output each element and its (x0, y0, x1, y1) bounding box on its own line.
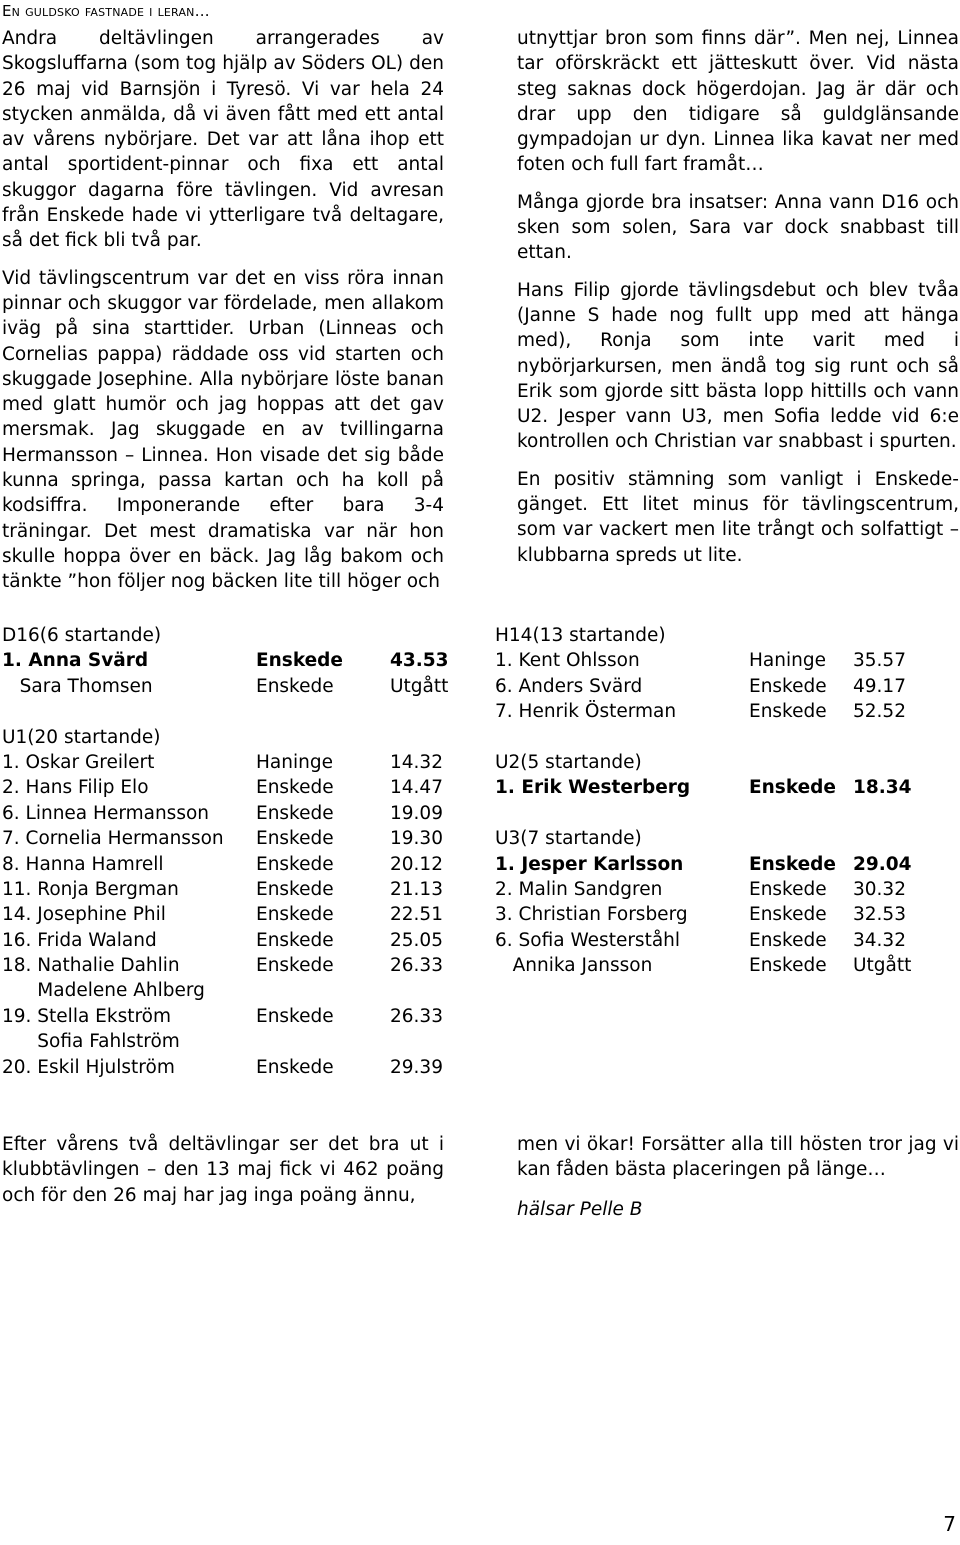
runner-club: Haninge (256, 751, 333, 773)
runner-name: 20. Eskil Hjulström (2, 1056, 175, 1078)
results-row (2, 674, 462, 699)
article-left-column (2, 26, 444, 595)
article-paragraph: utnyttjar bron som finns där”. Men nej, Linnea tar oförskräckt ett jätteskutt över. Vid nästa steg saknas dock högerdojan. Jag är där och drar upp den tidigare så guldglänsande gympadojan ur dyn. Linnea lika kavat ner med foten och full fart framåt… (517, 28, 959, 176)
runner-club: Enskede (256, 675, 334, 697)
runner-time: 14.32 (390, 751, 443, 773)
runner-club: Enskede (749, 929, 827, 951)
runner-club: Enskede (256, 650, 343, 672)
runner-time: Utgått (390, 675, 449, 697)
closing-paragraph: men vi ökar! Forsätter alla till hösten tror jag vi kan fåden bästa placeringen på länge… (517, 1134, 959, 1181)
runner-club: Enskede (256, 1056, 334, 1078)
results-row (495, 775, 935, 800)
runner-name: 14. Josephine Phil (2, 904, 166, 926)
runner-name: 18. Nathalie Dahlin (2, 955, 180, 977)
results-row (2, 877, 462, 902)
article-paragraph: Många gjorde bra insatser: Anna vann D16 och sken som solen, Sara var dock snabbast till ettan. (517, 191, 959, 264)
closing-paragraph: Efter vårens två deltävlingar ser det bra ut i klubbtävlingen – den 13 maj fick vi 462 poäng och för den 26 maj har jag inga poäng ännu, (2, 1134, 444, 1206)
runner-time: 18.34 (853, 777, 912, 799)
runner-time: 21.13 (390, 878, 443, 900)
runner-time: 32.53 (853, 904, 906, 926)
runner-name: 16. Frida Waland (2, 929, 157, 951)
results-class-title: H14(13 startande) (495, 625, 666, 646)
article-paragraph: En positiv stämning som vanligt i Enskede-gänget. Ett litet minus för tävlingscentrum, som var vackert men lite trångt och solfattigt – klubbarna spreds ut lite. (517, 468, 959, 566)
runner-time: 43.53 (390, 650, 449, 672)
runner-time: 25.05 (390, 929, 443, 951)
results-row (2, 750, 462, 775)
closing-left (2, 1132, 444, 1208)
runner-club: Enskede (256, 828, 334, 850)
runner-name: 19. Stella Ekström (2, 1005, 172, 1027)
results-row (2, 1055, 462, 1080)
runner-club: Enskede (256, 878, 334, 900)
article-right-column (517, 26, 959, 568)
results-row (2, 852, 462, 877)
runner-club: Enskede (256, 929, 334, 951)
runner-club: Enskede (256, 777, 334, 799)
article-paragraph: Andra deltävlingen arrangerades av Skogsluffarna (som tog hjälp av Söders OL) den 26 maj vid Barnsjön i Tyresö. Vi var hela 24 stycken anmälda, då vi även fått med ett antal av vårens nybörjare. Det var att låna ihop ett antal sportident-pinnar och fixa ett antal skuggor dagarna före tävlingen. Vid avresan från Enskede hade vi ytterligare två deltagare, så det fick bli två par. (2, 28, 444, 252)
runner-name: 6. Sofia Westerståhl (495, 929, 681, 951)
results-row (2, 953, 462, 978)
signature: hälsar Pelle B (517, 1198, 643, 1220)
runner-name: 7. Cornelia Hermansson (2, 828, 224, 850)
results-class-title: U2(5 startande) (495, 751, 642, 773)
runner-name: 7. Henrik Österman (495, 701, 677, 723)
runner-club: Enskede (749, 675, 827, 697)
runner-name: 6. Anders Svärd (495, 675, 643, 697)
results-spacer (495, 725, 935, 750)
runner-club: Enskede (256, 802, 334, 824)
results-class-title: U3(7 startande) (495, 828, 642, 850)
runner-club: Enskede (256, 1005, 334, 1027)
results-row (495, 852, 935, 877)
results-row (2, 1029, 462, 1054)
runner-time: 19.09 (390, 802, 443, 824)
runner-time: 30.32 (853, 878, 906, 900)
section-heading: En guldsko fastnade i leran… (2, 2, 210, 20)
runner-name: Sofia Fahlström (2, 1031, 180, 1053)
runner-name: 6. Linnea Hermansson (2, 802, 210, 824)
runner-time: 19.30 (390, 828, 443, 850)
runner-club: Enskede (256, 853, 334, 875)
results-row (495, 877, 935, 902)
results-left-column (2, 623, 462, 1080)
runner-club: Enskede (749, 701, 827, 723)
runner-name: Sara Thomsen (2, 675, 153, 697)
results-row (495, 928, 935, 953)
runner-name: 1. Kent Ohlsson (495, 650, 640, 672)
page-number: 7 (943, 1512, 956, 1536)
runner-time: Utgått (853, 955, 912, 977)
runner-time: 52.52 (853, 701, 906, 723)
results-row (2, 775, 462, 800)
results-row (495, 648, 935, 673)
article-paragraph: Hans Filip gjorde tävlingsdebut och blev tvåa (Janne S hade nog fullt upp med att hänga med), Ronja som inte varit med i nybörjarkursen, men ändå tog sig runt och så Erik som gjorde sitt bästa lopp hittills och vann U2. Jesper vann U3, men Sofia ledde vid 6:e kontrollen och Christian var snabbast i spurten. (517, 279, 959, 453)
runner-name: 1. Jesper Karlsson (495, 853, 684, 875)
runner-time: 26.33 (390, 955, 443, 977)
results-row (2, 928, 462, 953)
results-row (495, 902, 935, 927)
runner-club: Enskede (749, 955, 827, 977)
runner-time: 35.57 (853, 650, 906, 672)
results-row (2, 978, 462, 1003)
runner-name: Madelene Ahlberg (2, 980, 205, 1002)
runner-name: 2. Hans Filip Elo (2, 777, 149, 799)
runner-time: 34.32 (853, 929, 906, 951)
runner-club: Enskede (749, 853, 836, 875)
runner-club: Enskede (749, 878, 827, 900)
results-spacer (2, 699, 462, 724)
article-paragraph: Vid tävlingscentrum var det en viss röra innan pinnar och skuggor var fördelade, men allakom iväg på sina starttider. Urban (Linneas och Cornelias pappa) räddade oss vid starten och skuggade Josephine. Alla nybörjare löste banan med glatt humör och jag hoppas att det gav mersmak. Jag skuggade en av tvillingarna Hermansson – Linnea. Hon visade det sig både kunna springa, passa kartan och ha koll på kodsiffra. Imponerande efter bara 3-4 träningar. Det mest dramatiska var när hon skulle hoppa över en bäck. Jag låg bakom och tänkte ”hon följer nog bäcken lite till höger och (2, 267, 444, 593)
results-row (2, 648, 462, 673)
runner-time: 14.47 (390, 777, 443, 799)
results-right-column (495, 623, 935, 978)
runner-name: 1. Oskar Greilert (2, 751, 155, 773)
results-row (2, 826, 462, 851)
results-row (2, 902, 462, 927)
runner-time: 22.51 (390, 904, 443, 926)
results-spacer (495, 801, 935, 826)
results-row (495, 699, 935, 724)
runner-time: 29.04 (853, 853, 912, 875)
runner-name: 1. Erik Westerberg (495, 777, 691, 799)
closing-right (517, 1132, 959, 1222)
runner-club: Enskede (256, 955, 334, 977)
results-row (495, 953, 935, 978)
runner-name: Annika Jansson (495, 955, 653, 977)
runner-club: Enskede (749, 777, 836, 799)
runner-time: 20.12 (390, 853, 443, 875)
runner-club: Enskede (256, 904, 334, 926)
runner-name: 2. Malin Sandgren (495, 878, 663, 900)
runner-name: 11. Ronja Bergman (2, 878, 179, 900)
results-row (2, 1004, 462, 1029)
runner-time: 49.17 (853, 675, 906, 697)
runner-club: Haninge (749, 650, 826, 672)
results-class-title: D16(6 startande) (2, 625, 162, 646)
results-row (2, 801, 462, 826)
results-class-title: U1(20 startande) (2, 726, 161, 748)
runner-name: 8. Hanna Hamrell (2, 853, 164, 875)
runner-time: 26.33 (390, 1005, 443, 1027)
runner-club: Enskede (749, 904, 827, 926)
runner-name: 1. Anna Svärd (2, 650, 149, 672)
runner-time: 29.39 (390, 1056, 443, 1078)
results-row (495, 674, 935, 699)
runner-name: 3. Christian Forsberg (495, 904, 688, 926)
